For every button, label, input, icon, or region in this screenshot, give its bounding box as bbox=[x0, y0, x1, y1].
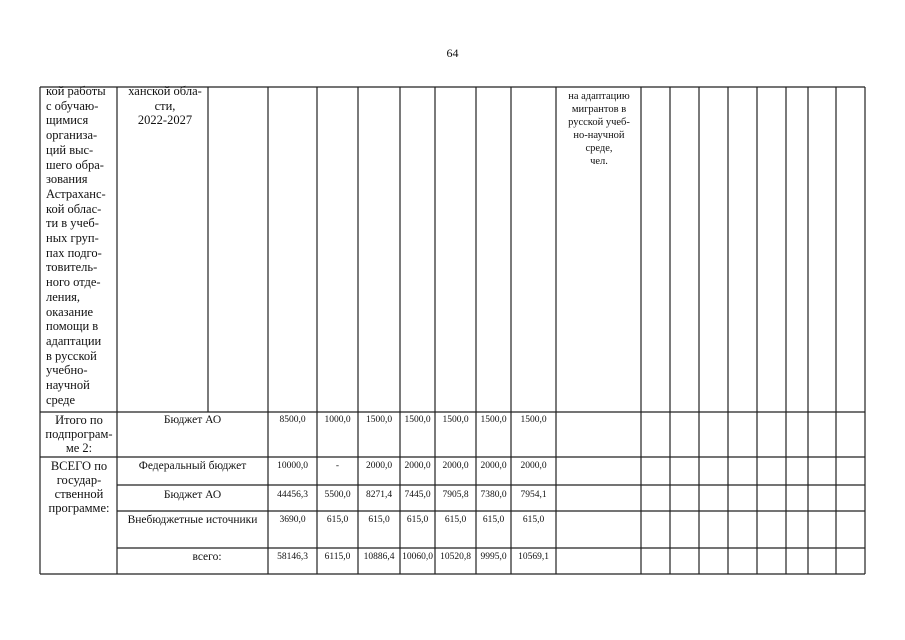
amount-cell: 10520,8 bbox=[440, 552, 471, 562]
amount-cell: 9995,0 bbox=[480, 552, 507, 562]
page-number: 64 bbox=[446, 46, 459, 60]
amount-cell: 10569,1 bbox=[518, 552, 549, 562]
amount-cell: 615,0 bbox=[326, 515, 349, 525]
amount-cell: 7954,1 bbox=[520, 490, 547, 500]
executor-cell bbox=[124, 84, 206, 128]
text-line: ханской обла- bbox=[128, 84, 202, 98]
text-line: ций выс- bbox=[46, 142, 94, 157]
text-line: кой облас- bbox=[46, 201, 102, 216]
amount-cell: 2000,0 bbox=[520, 461, 547, 471]
amount-cell: 7905,8 bbox=[442, 490, 469, 500]
total-source-extrabudget: Внебюджетные источники bbox=[127, 514, 258, 526]
text-line: ВСЕГО по bbox=[50, 459, 108, 473]
text-line: программе: bbox=[48, 501, 110, 515]
indicator-cell bbox=[558, 90, 640, 168]
text-line: с обучаю- bbox=[46, 98, 99, 113]
text-line: русской учеб- bbox=[568, 117, 630, 128]
amount-cell: 2000,0 bbox=[442, 461, 469, 471]
amount-cell: 1000,0 bbox=[324, 415, 351, 425]
text-line: научной bbox=[46, 378, 90, 393]
subtotal-label bbox=[42, 413, 116, 455]
text-line: Итого по bbox=[55, 413, 103, 427]
text-line: в русской bbox=[46, 348, 97, 363]
text-line: подпрограм- bbox=[45, 427, 113, 441]
text-line: ного отде- bbox=[46, 275, 101, 290]
amount-cell: 2000,0 bbox=[480, 461, 507, 471]
amount-cell: 10060,0 bbox=[402, 552, 433, 562]
total-source-sum: всего: bbox=[192, 551, 222, 563]
amount-cell: 8271,4 bbox=[365, 490, 393, 500]
text-line: организа- bbox=[46, 128, 98, 143]
subtotal-source: Бюджет АО bbox=[163, 414, 222, 426]
text-line: кой работы bbox=[46, 84, 106, 98]
text-line: помощи в bbox=[46, 319, 99, 334]
text-line: ти в учеб- bbox=[46, 216, 99, 231]
amount-cell: 10886,4 bbox=[363, 552, 395, 562]
amount-cell: 1500,0 bbox=[365, 415, 393, 425]
text-line: ления, bbox=[46, 289, 81, 304]
amount-cell: 615,0 bbox=[522, 515, 545, 525]
amount-cell: - bbox=[335, 461, 340, 471]
text-line: сти, bbox=[154, 98, 176, 113]
text-line: мигрантов в bbox=[571, 104, 627, 115]
text-line: зования bbox=[46, 172, 88, 187]
text-line: но-научной bbox=[573, 130, 625, 141]
text-line: на адаптацию bbox=[568, 91, 630, 102]
amount-cell: 1500,0 bbox=[480, 415, 507, 425]
text-line: щимися bbox=[46, 113, 89, 128]
text-line: товитель- bbox=[46, 260, 98, 275]
amount-cell: 5500,0 bbox=[324, 490, 351, 500]
amount-cell: 615,0 bbox=[406, 515, 429, 525]
text-line: ме 2: bbox=[65, 441, 93, 455]
amount-cell: 615,0 bbox=[482, 515, 505, 525]
amount-cell: 10000,0 bbox=[277, 461, 308, 471]
amount-cell: 8500,0 bbox=[279, 415, 306, 425]
text-line: среде, bbox=[585, 143, 613, 154]
amount-cell: 615,0 bbox=[368, 515, 390, 525]
text-line: оказание bbox=[46, 304, 94, 319]
amount-cell: 44456,3 bbox=[277, 490, 308, 500]
amount-cell: 3690,0 bbox=[279, 515, 306, 525]
text-line: Астраханс- bbox=[46, 186, 106, 201]
amount-cell: 7380,0 bbox=[480, 490, 507, 500]
amount-cell: 1500,0 bbox=[442, 415, 469, 425]
amount-cell: 2000,0 bbox=[404, 461, 431, 471]
text-line: шего обра- bbox=[46, 157, 104, 172]
total-source-regional: Бюджет АО bbox=[163, 489, 222, 501]
amount-cell: 58146,3 bbox=[277, 552, 308, 562]
text-line: ных груп- bbox=[46, 231, 99, 246]
text-line: чел. bbox=[590, 156, 608, 167]
amount-cell: 615,0 bbox=[444, 515, 467, 525]
amount-cell: 1500,0 bbox=[404, 415, 431, 425]
total-source-federal: Федеральный бюджет bbox=[138, 460, 247, 472]
text-line: адаптации bbox=[46, 333, 102, 348]
text-line: пах подго- bbox=[46, 245, 102, 260]
text-line: ственной bbox=[54, 487, 104, 501]
text-line: среде bbox=[46, 392, 76, 407]
amount-cell: 7445,0 bbox=[404, 490, 431, 500]
amount-cell: 2000,0 bbox=[365, 461, 393, 471]
text-line: учебно- bbox=[46, 363, 88, 378]
text-line: 2022-2027 bbox=[137, 113, 193, 128]
amount-cell: 6115,0 bbox=[324, 552, 351, 562]
amount-cell: 1500,0 bbox=[520, 415, 547, 425]
total-label bbox=[42, 459, 116, 515]
activity-description bbox=[46, 84, 116, 407]
text-line: государ- bbox=[56, 473, 102, 487]
